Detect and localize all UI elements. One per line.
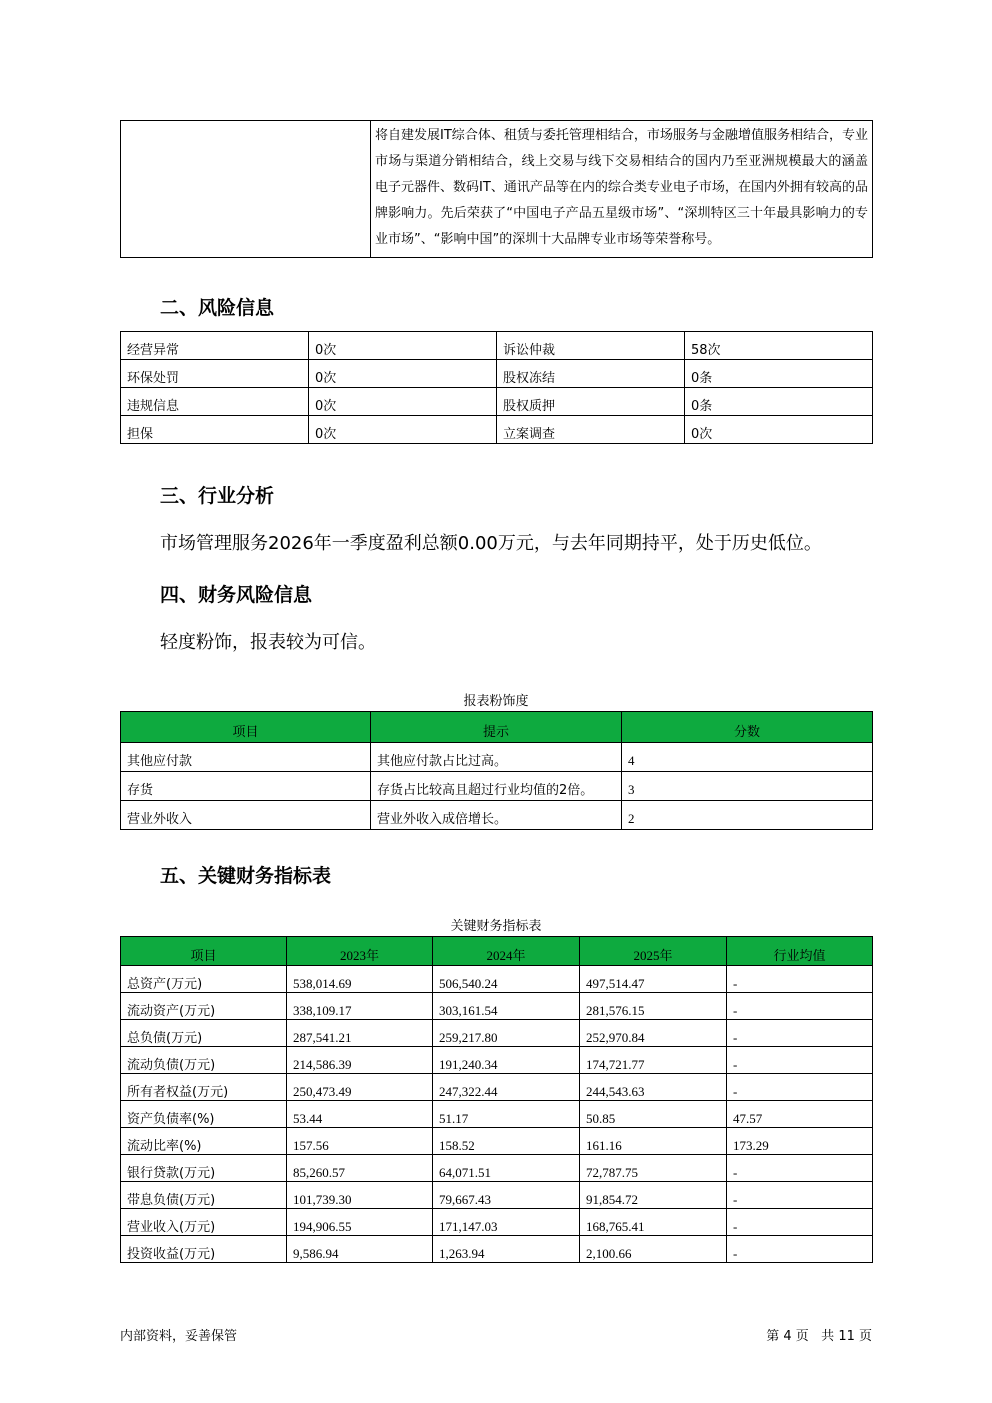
industry-text: 市场管理服务2026年一季度盈利总额0.00万元，与去年同期持平，处于历史低位。 bbox=[160, 533, 822, 554]
table-cell: 其他应付款 bbox=[121, 743, 371, 772]
table-header-cell: 2023年 bbox=[287, 937, 433, 966]
page-number: 第 4 页 共 11 页 bbox=[766, 1329, 872, 1344]
table-cell: 4 bbox=[622, 743, 873, 772]
table-cell: 流动比率(%) bbox=[121, 1128, 287, 1155]
key-fin-table bbox=[120, 936, 873, 1263]
table-cell: 259,217.80 bbox=[433, 1020, 580, 1047]
table-row bbox=[121, 772, 873, 801]
table-cell: 所有者权益(万元) bbox=[121, 1074, 287, 1101]
table-cell: 91,854.72 bbox=[580, 1182, 727, 1209]
section-heading-risk: 二、风险信息 bbox=[160, 297, 275, 319]
section-heading-industry: 三、行业分析 bbox=[160, 485, 275, 507]
table-row bbox=[121, 743, 873, 772]
table-row bbox=[121, 801, 873, 830]
table-cell: - bbox=[727, 1047, 873, 1074]
footer-note: 内部资料，妥善保管 bbox=[120, 1329, 238, 1344]
table-cell: 3 bbox=[622, 772, 873, 801]
table-cell: 173.29 bbox=[727, 1128, 873, 1155]
section-heading-fin-risk: 四、财务风险信息 bbox=[160, 584, 313, 606]
table-cell: 带息负债(万元) bbox=[121, 1182, 287, 1209]
table-cell: 506,540.24 bbox=[433, 966, 580, 993]
table-cell: 85,260.57 bbox=[287, 1155, 433, 1182]
table-cell: 538,014.69 bbox=[287, 966, 433, 993]
table-row bbox=[121, 1155, 873, 1182]
table-cell: 194,906.55 bbox=[287, 1209, 433, 1236]
table-cell: 2 bbox=[622, 801, 873, 830]
table-cell: 250,473.49 bbox=[287, 1074, 433, 1101]
table-cell: - bbox=[727, 1236, 873, 1263]
table-cell: - bbox=[727, 1209, 873, 1236]
table-row bbox=[121, 388, 873, 416]
table-cell: 79,667.43 bbox=[433, 1182, 580, 1209]
table-cell: 营业收入(万元) bbox=[121, 1209, 287, 1236]
table-cell: 281,576.15 bbox=[580, 993, 727, 1020]
table-cell: 191,240.34 bbox=[433, 1047, 580, 1074]
table-cell: 287,541.21 bbox=[287, 1020, 433, 1047]
table-row bbox=[121, 966, 873, 993]
intro-table bbox=[120, 120, 873, 258]
table-cell: 0次 bbox=[309, 332, 497, 360]
table-cell: 64,071.51 bbox=[433, 1155, 580, 1182]
table-cell: - bbox=[727, 1182, 873, 1209]
table-header-row bbox=[121, 712, 873, 743]
table-row bbox=[121, 416, 873, 444]
table-cell: 投资收益(万元) bbox=[121, 1236, 287, 1263]
table-cell: 174,721.77 bbox=[580, 1047, 727, 1074]
table-cell: 9,586.94 bbox=[287, 1236, 433, 1263]
table-cell: 0次 bbox=[309, 388, 497, 416]
table-cell: 总资产(万元) bbox=[121, 966, 287, 993]
table-cell: - bbox=[727, 966, 873, 993]
table-cell: 环保处罚 bbox=[121, 360, 309, 388]
table-cell: 50.85 bbox=[580, 1101, 727, 1128]
table-cell: 53.44 bbox=[287, 1101, 433, 1128]
table-cell: 0条 bbox=[685, 388, 873, 416]
table-cell: 161.16 bbox=[580, 1128, 727, 1155]
table-cell: 51.17 bbox=[433, 1101, 580, 1128]
table-header-cell: 项目 bbox=[121, 937, 287, 966]
table-cell: - bbox=[727, 993, 873, 1020]
risk-table bbox=[120, 331, 873, 444]
table-cell: 违规信息 bbox=[121, 388, 309, 416]
table-header-cell: 项目 bbox=[121, 712, 371, 743]
table-cell: 股权冻结 bbox=[497, 360, 685, 388]
table-cell: 158.52 bbox=[433, 1128, 580, 1155]
table-row bbox=[121, 1128, 873, 1155]
table-cell: 诉讼仲裁 bbox=[497, 332, 685, 360]
table-row bbox=[121, 121, 873, 258]
table-cell: 其他应付款占比过高。 bbox=[371, 743, 622, 772]
table-cell: 214,586.39 bbox=[287, 1047, 433, 1074]
table-row bbox=[121, 1047, 873, 1074]
table-cell: 2,100.66 bbox=[580, 1236, 727, 1263]
table-cell: 流动资产(万元) bbox=[121, 993, 287, 1020]
table-row bbox=[121, 993, 873, 1020]
table-cell: 247,322.44 bbox=[433, 1074, 580, 1101]
table-cell: 存货占比较高且超过行业均值的2倍。 bbox=[371, 772, 622, 801]
table-cell: 总负债(万元) bbox=[121, 1020, 287, 1047]
table-cell: 立案调查 bbox=[497, 416, 685, 444]
table-cell: 担保 bbox=[121, 416, 309, 444]
table-row bbox=[121, 332, 873, 360]
table-cell: 252,970.84 bbox=[580, 1020, 727, 1047]
table-cell: 338,109.17 bbox=[287, 993, 433, 1020]
table-cell: 157.56 bbox=[287, 1128, 433, 1155]
table-row bbox=[121, 1074, 873, 1101]
table-row bbox=[121, 1101, 873, 1128]
table-cell: 1,263.94 bbox=[433, 1236, 580, 1263]
table-cell: 168,765.41 bbox=[580, 1209, 727, 1236]
embellish-caption: 报表粉饰度 bbox=[463, 694, 529, 709]
table-cell: 营业外收入成倍增长。 bbox=[371, 801, 622, 830]
fin-risk-text: 轻度粉饰，报表较为可信。 bbox=[160, 632, 376, 653]
table-cell: 303,161.54 bbox=[433, 993, 580, 1020]
table-cell: 0次 bbox=[309, 360, 497, 388]
table-cell: - bbox=[727, 1074, 873, 1101]
table-cell: 47.57 bbox=[727, 1101, 873, 1128]
table-cell: 0次 bbox=[309, 416, 497, 444]
table-row bbox=[121, 1236, 873, 1263]
intro-text: 将自建发展IT综合体、租赁与委托管理相结合，市场服务与金融增值服务相结合，专业市场与渠道分销相结合，线上交易与线下交易相结合的国内乃至亚洲规模最大的涵盖电子元器件、数码IT、通讯产品等在内的综合类专业电子市场，在国内外拥有较高的品牌影响力。先后荣获了“中国电子产品五星级市场”、“深圳特区三十年最具影响力的专业市场”、“影响中国”的深圳十大品牌专业市场等荣誉称号。 bbox=[371, 121, 873, 258]
table-cell: - bbox=[727, 1155, 873, 1182]
table-header-row bbox=[121, 937, 873, 966]
table-cell: 101,739.30 bbox=[287, 1182, 433, 1209]
table-cell: 流动负债(万元) bbox=[121, 1047, 287, 1074]
table-cell: 股权质押 bbox=[497, 388, 685, 416]
table-cell: 存货 bbox=[121, 772, 371, 801]
table-cell: 497,514.47 bbox=[580, 966, 727, 993]
table-cell: 0条 bbox=[685, 360, 873, 388]
table-header-cell: 提示 bbox=[371, 712, 622, 743]
table-row bbox=[121, 1209, 873, 1236]
intro-label-cell bbox=[121, 121, 371, 258]
embellish-table bbox=[120, 711, 873, 830]
section-heading-key-fin: 五、关键财务指标表 bbox=[160, 865, 332, 887]
table-cell: 银行贷款(万元) bbox=[121, 1155, 287, 1182]
table-header-cell: 2025年 bbox=[580, 937, 727, 966]
table-header-cell: 行业均值 bbox=[727, 937, 873, 966]
key-fin-caption: 关键财务指标表 bbox=[450, 919, 542, 934]
table-header-cell: 2024年 bbox=[433, 937, 580, 966]
table-header-cell: 分数 bbox=[622, 712, 873, 743]
table-cell: 资产负债率(%) bbox=[121, 1101, 287, 1128]
table-cell: 72,787.75 bbox=[580, 1155, 727, 1182]
table-cell: - bbox=[727, 1020, 873, 1047]
table-cell: 营业外收入 bbox=[121, 801, 371, 830]
table-cell: 244,543.63 bbox=[580, 1074, 727, 1101]
table-row bbox=[121, 1020, 873, 1047]
table-cell: 经营异常 bbox=[121, 332, 309, 360]
table-cell: 171,147.03 bbox=[433, 1209, 580, 1236]
table-row bbox=[121, 360, 873, 388]
table-cell: 58次 bbox=[685, 332, 873, 360]
table-cell: 0次 bbox=[685, 416, 873, 444]
table-row bbox=[121, 1182, 873, 1209]
